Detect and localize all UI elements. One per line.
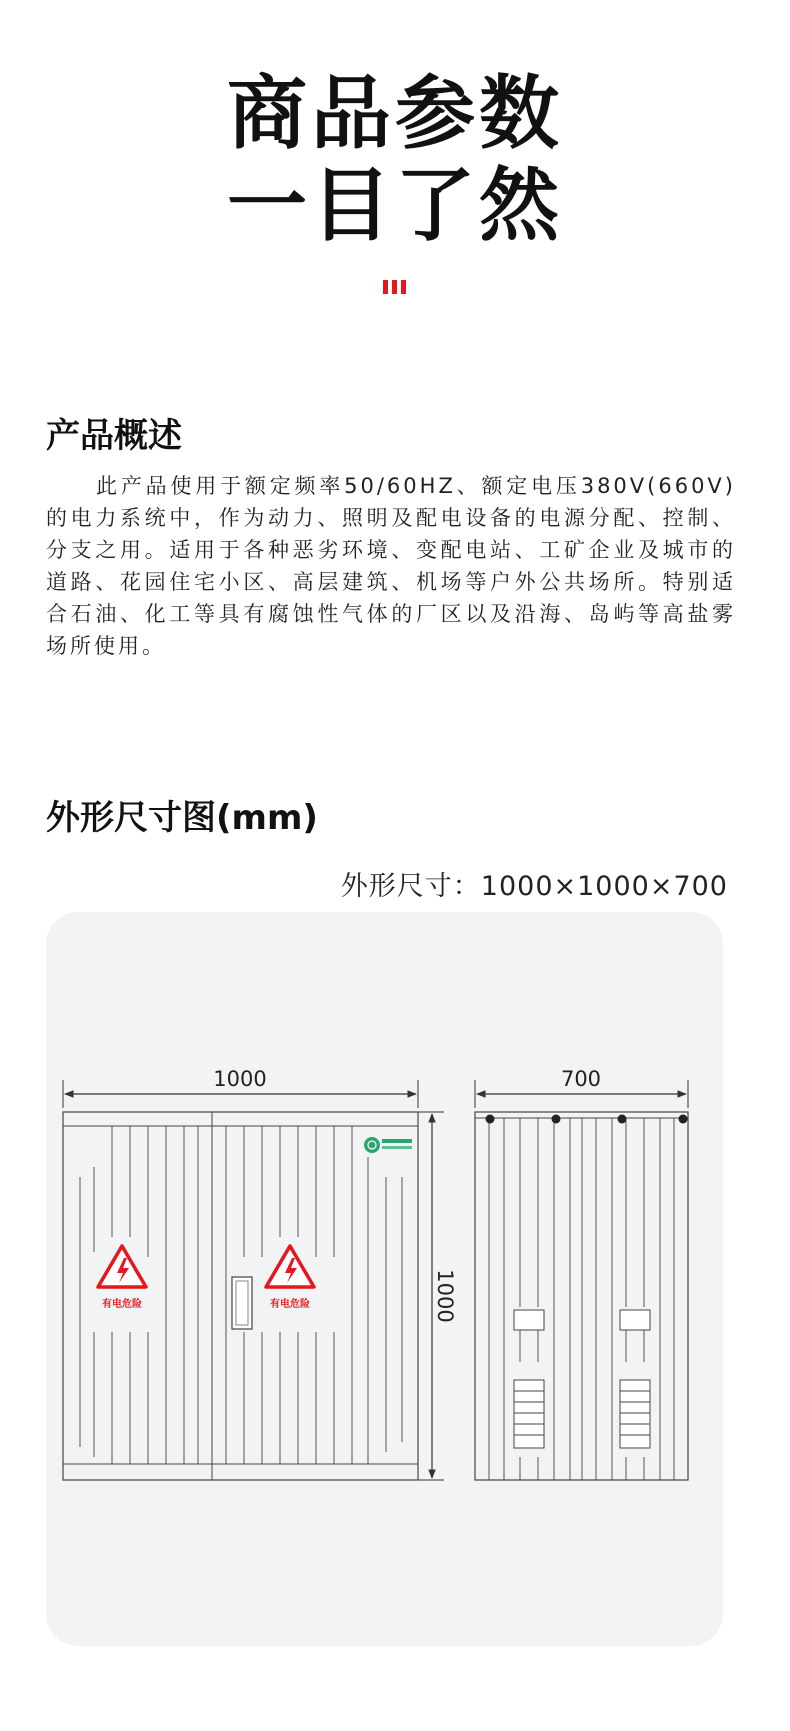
- overview-title: 产品概述: [46, 416, 182, 456]
- side-width-label: 700: [560, 1067, 602, 1091]
- front-width-label: 1000: [213, 1067, 267, 1091]
- height-dimension: [418, 1112, 457, 1480]
- warning-sign-right: [266, 1237, 314, 1317]
- front-width-dimension: [63, 1067, 418, 1108]
- hero-title-line-1: 商品参数: [227, 67, 563, 160]
- dimension-drawing-panel: [46, 912, 723, 1646]
- height-label: 1000: [433, 1269, 457, 1323]
- hero-title-line-2: 一目了然: [227, 159, 563, 252]
- hero-title: [0, 68, 790, 252]
- dimension-drawing: [46, 912, 723, 1646]
- lifting-eyes: [486, 1115, 688, 1124]
- accent-bars: [383, 280, 411, 294]
- side-view-cabinet: [475, 1112, 688, 1480]
- warning-label-left: 有电危险: [102, 1299, 142, 1310]
- side-width-dimension: [475, 1067, 688, 1108]
- overview-text: 此产品使用于额定频率50/60HZ、额定电压380V(660V)的电力系统中，作为动力、照明及配电设备的电源分配、控制、分支之用。适用于各种恶劣环境、变配电站、工矿企业及城市的道路、花园住宅小区、高层建筑、机场等户外公共场所。特别适合石油、化工等具有腐蚀性气体的厂区以及沿海、岛屿等高盐雾场所使用。: [46, 474, 736, 658]
- brand-logo-icon: [364, 1136, 414, 1154]
- dimension-summary: 外形尺寸：1000×1000×700: [340, 871, 728, 902]
- warning-label-right: 有电危险: [270, 1299, 310, 1310]
- door-handle: [232, 1277, 252, 1329]
- dimension-title: 外形尺寸图(mm): [46, 798, 318, 838]
- warning-sign-left: [98, 1237, 146, 1317]
